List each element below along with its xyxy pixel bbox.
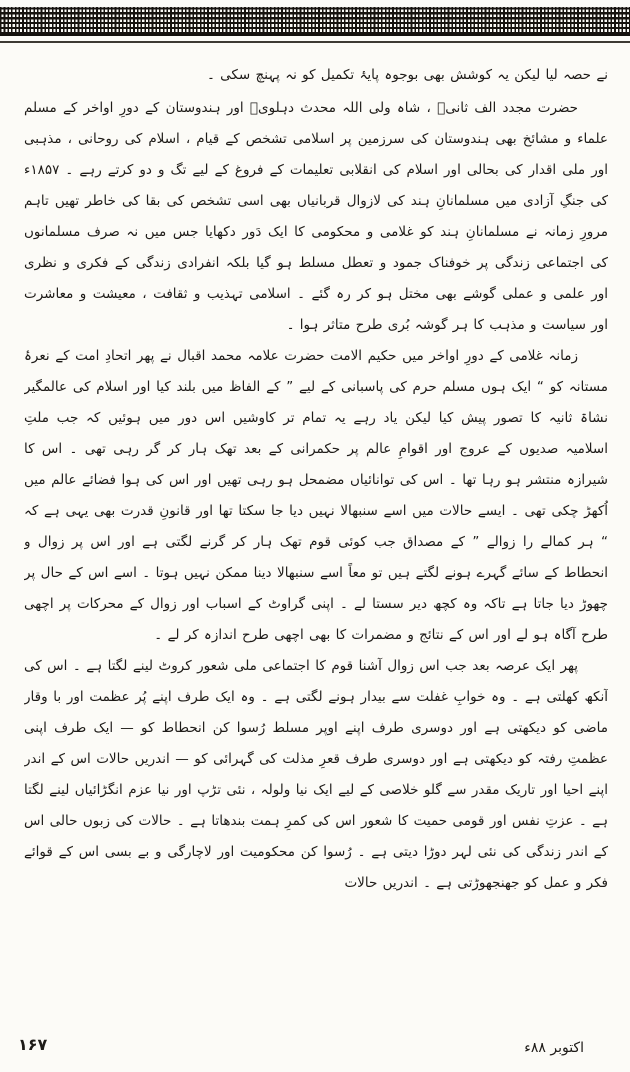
paragraph-history: حضرت مجدد الف ثانیؒ ، شاہ ولی اللہ محدث دہلویؒ اور ہندوستان کے دورِ اواخر کے مسلم علماء و مشائخ بھی ہندوستان کی سرزمین پر اسلامی تشخص کے قیام ، اسلام کی روحانی ، مذہبی اور ملی اقدار کی بحالی اور اسلام کی انقلابی تعلیمات کے فروغ کے لیے تگ و دو کرتے رہے ۔ ۱۸۵۷ء کی جنگِ آزادی میں مسلمانانِ ہند کی لازوال قربانیاں بھی اسی تشخص کی بقا کی خاطر تھیں تاہم مرورِ زمانہ نے مسلمانانِ ہند کو غلامی و محکومی کا ایک دَور دکھایا جس میں نہ صرف مسلمانوں کی اجتماعی زندگی پر خوفناک جمود و تعطل مسلط ہو گیا بلکہ انفرادی زندگی کے فکری و نظری اور علمی و عملی گوشے بھی مختل ہو کر رہ گئے ۔ اسلامی تہذیب و ثقافت ، معیشت و معاشرت اور سیاست و مذہب کا ہر گوشہ بُری طرح متاثر ہوا ۔ [24,100,608,333]
divider-rule [0,41,630,43]
paragraph-awakening: پھر ایک عرصہ بعد جب اس زوال آشنا قوم کا اجتماعی ملی شعور کروٹ لینے لگتا ہے ۔ اس کی آنکھ کھلتی ہے ۔ وہ خوابِ غفلت سے بیدار ہونے لگتی ہے ۔ وہ ایک طرف اپنے پُر عظمت اور با وقار ماضی کو دیکھتی ہے اور دوسری طرف اپنے اوپر مسلط رُسوا کن انحطاط کو — ایک طرف اپنی عظمتِ رفتہ کو دیکھتی ہے اور دوسری طرف قعرِ مذلت کی گہرائی کو — اندریں حالات اس کے اندر اپنے احیا اور تاریک مقدر سے گلو خلاصی کے لیے ایک نیا ولولہ ، نئی تڑپ اور نیا عزم انگڑائیاں لینے لگتا ہے ۔ عزتِ نفس اور قومی حمیت کا شعور اس کی کمرِ ہمت بندھاتا ہے ۔ حالات کی زبوں حالی اس کے اندر زندگی کی نئی لہر دوڑا دیتی ہے ۔ رُسوا کن محکومیت اور لاچارگی و بے بسی اس کے قوائے فکر و عمل کو جھنجھوڑتی ہے ۔ اندریں حالات [24,658,608,891]
page-body-text [24,60,608,1010]
page-footer [0,1022,630,1072]
paragraph-iqbal: زمانہ غلامی کے دورِ اواخر میں حکیم الامت حضرت علامہ محمد اقبال نے پھر اتحادِ امت کے نعرۂ مستانہ کو “ ایک ہوں مسلم حرم کی پاسبانی کے لیے ” کے الفاظ میں بلند کیا اور اسلام کی عالمگیر نشاۃ ثانیہ کا تصور پیش کیا لیکن یاد رہے یہ تمام تر کاوشیں اس دور میں ہوئیں کہ جب ملتِ اسلامیہ صدیوں کے عروج اور اقوامِ عالم پر حکمرانی کے بعد تھک ہار کر گر رہی تھی ۔ اس کا شیرازہ منتشر ہو رہا تھا ۔ اس کی توانائیاں مضمحل ہو رہی تھیں اور اس کی ہوا فضائے عالم میں اُکھڑ چکی تھی ۔ ایسے حالات میں اسے سنبھالا نہیں دیا جا سکتا تھا اور قانونِ قدرت بھی یہی ہے کہ “ ہر کمالے را زوالے ” کے مصداق جب کوئی قوم تھک ہار کر گرنے لگتی ہے اور اس پر زوال و انحطاط کے سائے گہرے ہونے لگتے ہیں تو معاً اسے سنبھالا دینا ممکن نہیں ہوتا ۔ اسے اس کے حال پر چھوڑ دیا جاتا ہے تاکہ وہ کچھ دیر سستا لے ۔ اپنی گراوٹ کے اسباب اور زوال کے محرکات پر اچھی طرح آگاہ ہو لے اور اس کے نتائج و مضمرات کا بھی اچھی طرح اندازہ کر لے ۔ [24,348,608,643]
ornamental-border [0,7,630,36]
paragraph-continuation: نے حصہ لیا لیکن یہ کوشش بھی بوجوہ پایۂ تکمیل کو نہ پہنچ سکی ۔ [206,67,608,83]
issue-date: اکتوبر ۸۸ء [524,1040,584,1056]
page-number: ۱۶۷ [18,1035,48,1054]
